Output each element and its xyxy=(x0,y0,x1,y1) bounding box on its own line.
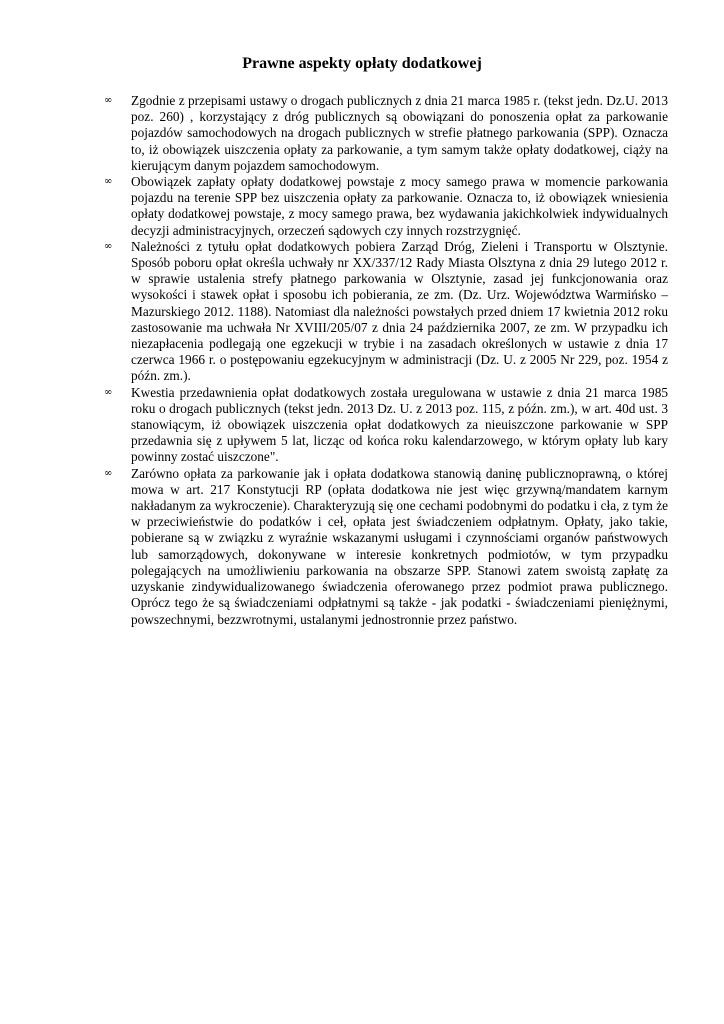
list-item xyxy=(104,466,668,628)
paragraph-text: Należności z tytułu opłat dodatkowych pobiera Zarząd Dróg, Zieleni i Transportu w Olsztynie. Sposób poboru opłat określa uchwały nr XX/337/12 Rady Miasta Olsztyna z dnia 29 lutego 2012 r. w sprawie ustalenia strefy płatnego parkowania w Olsztynie, zasad jej funkcjonowania oraz wysokości i stawek opłat i sposobu ich pobierania, ze zm. (Dz. Urz. Województwa Warmińsko – Mazurskiego 2012. 1188). Natomiast dla należności powstałych przed dniem 17 kwietnia 2012 roku zastosowanie ma uchwała Nr XVIII/205/07 z dnia 24 października 2007, ze zm. W przypadku ich niezapłacenia podlegają one egzekucji w trybie i na zasadach określonych w ustawie z dnia 17 czerwca 1966 r. o postępowaniu egzekucyjnym w administracji (Dz. U. z 2005 Nr 229, poz. 1954 z późn. zm.). xyxy=(131,238,668,384)
bullet-list xyxy=(104,93,668,628)
list-item xyxy=(104,239,668,385)
infinity-bullet-icon: ∞ xyxy=(104,467,113,479)
infinity-bullet-icon: ∞ xyxy=(104,95,113,106)
list-item xyxy=(104,385,668,466)
infinity-bullet-icon: ∞ xyxy=(104,176,113,188)
paragraph-text: Obowiązek zapłaty opłaty dodatkowej powstaje z mocy samego prawa w momencie parkowania pojazdu na terenie SPP bez uiszczenia opłaty za parkowanie. Oznacza to, iż obowiązek wniesienia opłaty dodatkowej powstaje, z mocy samego prawa, bez wydawania jakichkolwiek indywidualnych decyzji administracyjnych, orzeczeń sądowych czy innych rozstrzygnięć. xyxy=(131,174,668,238)
infinity-bullet-icon: ∞ xyxy=(104,240,113,252)
infinity-bullet-icon: ∞ xyxy=(104,386,113,398)
document-title: Prawne aspekty opłaty dodatkowej xyxy=(242,55,482,72)
paragraph-text: Zgodnie z przepisami ustawy o drogach publicznych z dnia 21 marca 1985 r. (tekst jedn. Dz.U. 2013 poz. 260) , korzystający z dróg publicznych są obowiązani do ponoszenia opłat za parkowanie pojazdów samochodowych na drogach publicznych w strefie płatnego parkowania (SPP). Oznacza to, iż obowiązek uiszczenia opłaty za parkowanie, a tym samym także opłaty dodatkowej, ciąży na kierującym danym pojazdem samochodowym. xyxy=(131,93,668,173)
list-item xyxy=(104,174,668,239)
paragraph-text: Zarówno opłata za parkowanie jak i opłata dodatkowa stanowią daninę publicznoprawną, o której mowa w art. 217 Konstytucji RP (opłata dodatkowa nie jest więc grzywną/mandatem karnym nakładanym za wykroczenie). Charakteryzują się one cechami podobnymi do podatku i cła, z tym że w przeciwieństwie do podatków i ceł, opłata jest świadczeniem odpłatnym. Opłaty, jako takie, pobierane są w związku z wyraźnie wskazanymi usługami i czynnościami organów państwowych lub samorządowych, dokonywane w interesie konkretnych podmiotów, w tym przypadku polegających na umożliwieniu parkowania na obszarze SPP. Stanowi zatem swoistą zapłatę za uzyskanie zindywidualizowanego świadczenia oferowanego przez podmiot prawa publicznego. Oprócz tego że są świadczeniami odpłatnymi są także - jak podatki - świadczeniami pieniężnymi, powszechnymi, bezzwrotnymi, ustalanymi jednostronnie przez państwo. xyxy=(131,465,668,627)
paragraph-text: Kwestia przedawnienia opłat dodatkowych została uregulowana w ustawie z dnia 21 marca 1985 roku o drogach publicznych (tekst jedn. 2013 Dz. U. z 2013 poz. 115, z późn. zm.), w art. 40d ust. 3 stanowiącym, iż obowiązek uiszczenia opłat dodatkowych za nieuiszczone parkowanie w SPP przedawnia się z upływem 5 lat, licząc od końca roku kalendarzowego, w którym opłaty lub kary powinny zostać uiszczone". xyxy=(131,384,668,465)
list-item xyxy=(104,93,668,174)
